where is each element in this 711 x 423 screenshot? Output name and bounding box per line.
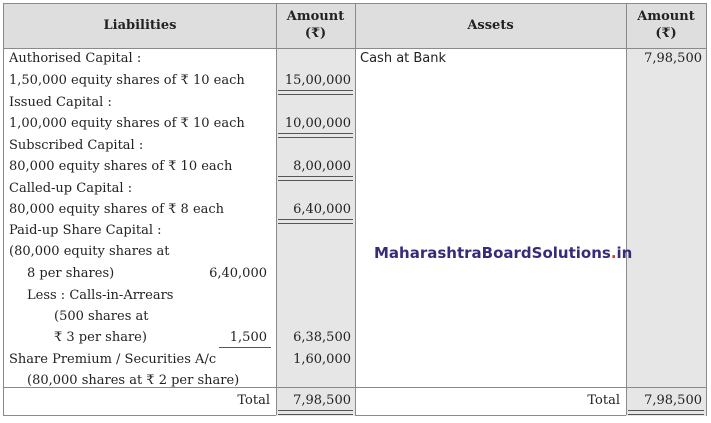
double-underline xyxy=(278,176,353,181)
liability-amount: 15,00,000 xyxy=(284,73,351,88)
liability-amount: 6,40,000 xyxy=(293,202,351,217)
liability-line: 8 per shares) xyxy=(27,266,115,281)
liability-amount: 6,38,500 xyxy=(293,330,351,345)
liability-line: Paid-up Share Capital : xyxy=(9,223,162,238)
watermark-dot: . xyxy=(610,244,617,262)
inner-underline xyxy=(219,347,271,348)
header-liabilities xyxy=(4,4,276,49)
total-double-underline xyxy=(628,410,704,415)
liability-line: ₹ 3 per share) xyxy=(54,330,147,345)
column-divider xyxy=(355,4,356,415)
liability-amount: 1,60,000 xyxy=(293,352,351,367)
column-divider xyxy=(276,4,277,415)
header-assets-label: Assets xyxy=(467,18,514,33)
amount-column-right-shade xyxy=(626,49,706,416)
liability-line: Issued Capital : xyxy=(9,95,112,110)
header-amount-label-right: Amount xyxy=(637,9,695,24)
liability-amount: 8,00,000 xyxy=(293,159,351,174)
asset-amount: 7,98,500 xyxy=(644,51,702,66)
header-amount-right xyxy=(626,4,706,49)
asset-line: Cash at Bank xyxy=(360,51,447,66)
liability-line: Share Premium / Securities A/c xyxy=(9,352,217,367)
liability-line: Less : Calls-in-Arrears xyxy=(27,288,174,303)
header-amount-left xyxy=(276,4,355,49)
header-assets xyxy=(355,4,626,49)
assets-total-label: Total xyxy=(587,393,620,408)
liability-line: 80,000 equity shares of ₹ 8 each xyxy=(9,202,225,217)
liabilities-total-amount: 7,98,500 xyxy=(293,393,351,408)
liability-line: Called-up Capital : xyxy=(9,181,133,196)
watermark-prefix: MaharashtraBoardSolutions xyxy=(374,244,611,262)
liability-line: Authorised Capital : xyxy=(9,51,142,66)
watermark-suffix: in xyxy=(616,244,633,262)
double-underline xyxy=(278,219,353,224)
liability-line: (500 shares at xyxy=(54,309,149,324)
liability-line: 1,00,000 equity shares of ₹ 10 each xyxy=(9,116,245,131)
watermark-text xyxy=(374,244,632,262)
liabilities-total-label: Total xyxy=(237,393,270,408)
double-underline xyxy=(278,90,353,95)
liability-line: (80,000 shares at ₹ 2 per share) xyxy=(27,373,240,388)
header-currency-label-right: (₹) xyxy=(655,26,677,41)
header-currency-label: (₹) xyxy=(304,26,327,41)
assets-total-amount: 7,98,500 xyxy=(644,393,702,408)
liability-line: 1,50,000 equity shares of ₹ 10 each xyxy=(9,73,245,88)
liability-line: (80,000 equity shares at xyxy=(9,244,170,259)
header-liabilities-label: Liabilities xyxy=(103,18,177,33)
liability-line: 80,000 equity shares of ₹ 10 each xyxy=(9,159,233,174)
liability-amount: 10,00,000 xyxy=(284,116,351,131)
balance-sheet-table xyxy=(3,3,707,416)
total-double-underline xyxy=(278,410,353,415)
double-underline xyxy=(278,133,353,138)
header-amount-label: Amount xyxy=(286,9,345,24)
column-divider xyxy=(626,4,627,415)
liability-line: Subscribed Capital : xyxy=(9,138,144,153)
inner-amount: 1,500 xyxy=(229,330,267,345)
inner-amount: 6,40,000 xyxy=(209,266,267,281)
